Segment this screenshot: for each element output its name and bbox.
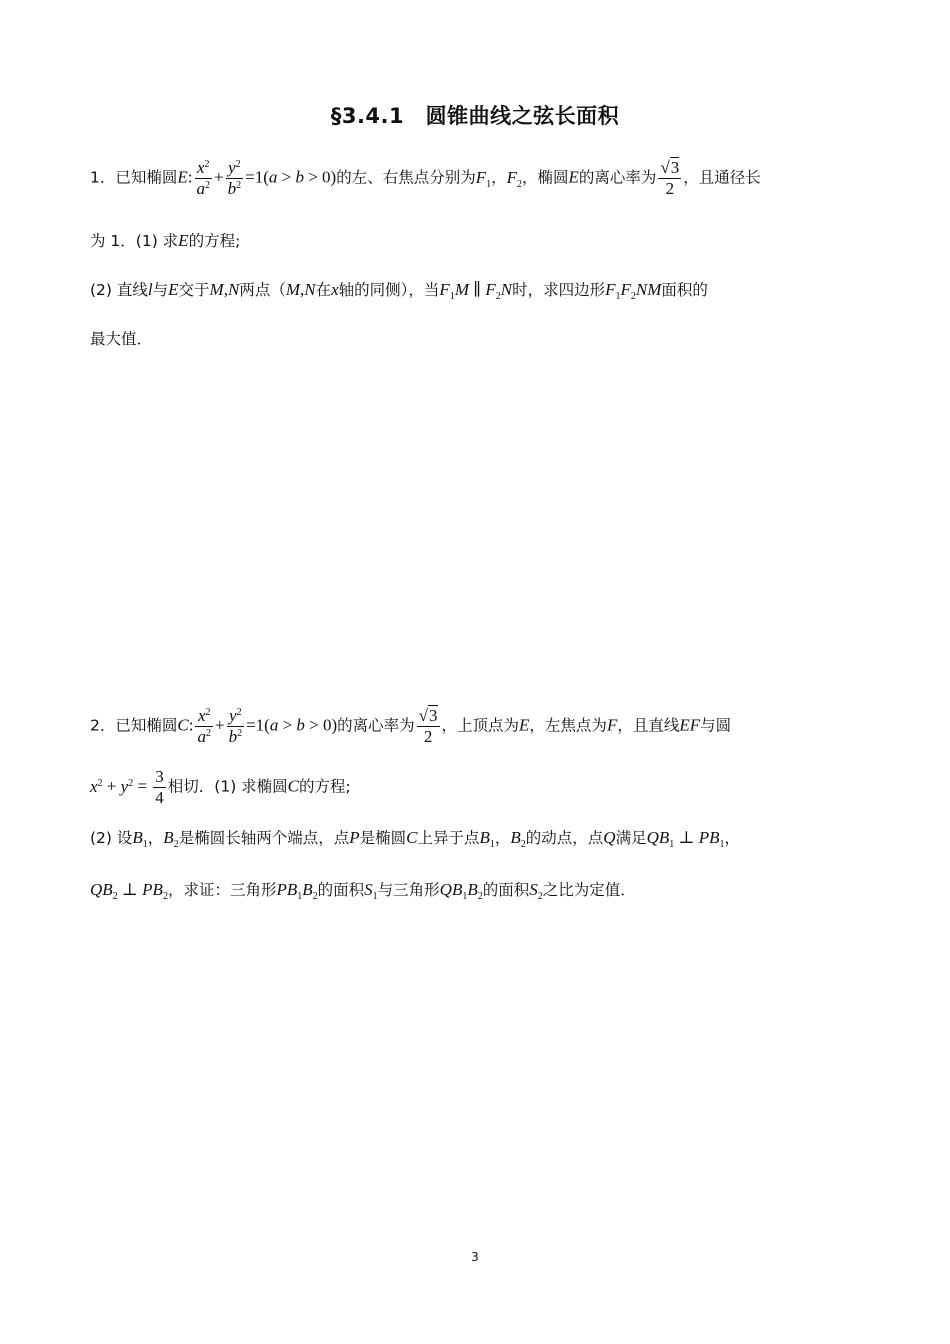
fraction-sqrt3-2: $\frac{√3}{2}$ [660, 158, 680, 198]
fraction-sqrt3-2: $\frac{√3}{2}$ [418, 706, 438, 746]
problem-1-line-4: 最大值． [90, 330, 153, 348]
problem-1-line-2: 为 1．(1) 求E的方程; [90, 231, 241, 250]
fraction-x2-a2: $\frac{x^2}{a^2}$ [197, 706, 211, 746]
fraction-y2-b2: $\frac{y^2}{b^2}$ [227, 158, 242, 198]
problem-2-line-2: $x^2 + y^2$ = $\frac{3}{4}$ 相切．(1) 求椭圆C的方程; [90, 767, 351, 807]
problem-2-number: 2． [90, 716, 116, 735]
problem-1-line-3: (2) 直线l与E交于M,N两点（M,N在x轴的同侧），当$F_1M$ ∥ $F_2N$时，求四边形$F_1F_2NM$面积的 [90, 280, 708, 302]
fraction-3-4: $\frac{3}{4}$ [155, 767, 164, 807]
page-number: 3 [471, 1250, 479, 1264]
problem-1-number: 1． [90, 168, 116, 187]
fraction-y2-b2: $\frac{y^2}{b^2}$ [228, 706, 243, 746]
problem-1-line-1: 1．已知椭圆E: $\frac{x^2}{a^2}$ + $\frac{y^2}{b^2}$ =1(a > b > 0)的左、右焦点分别为$F_1$，$F_2$，椭圆E的离心率为 $\frac{√3}{2}$ ，且通径长 [90, 158, 761, 198]
page-title: §3.4.1 圆锥曲线之弦长面积 [330, 104, 620, 128]
fraction-x2-a2: $\frac{x^2}{a^2}$ [196, 158, 211, 198]
problem-2-line-1: 2．已知椭圆C: $\frac{x^2}{a^2}$ + $\frac{y^2}{b^2}$ =1(a > b > 0)的离心率为 $\frac{√3}{2}$ ，上顶点为E，左焦点为F，且直线EF与圆 [90, 706, 732, 746]
problem-2-line-3: (2) 设$B_1$，$B_2$是椭圆长轴两个端点，点P是椭圆C上异于点$B_1$，$B_2$的动点，点Q满足$QB_1$ ⊥ $PB_1$， [90, 828, 741, 850]
problem-2-line-4: $QB_2$ ⊥ $PB_2$，求证：三角形$PB_1B_2$的面积$S_1$与三角形$QB_1B_2$的面积$S_2$之比为定值． [90, 880, 636, 902]
